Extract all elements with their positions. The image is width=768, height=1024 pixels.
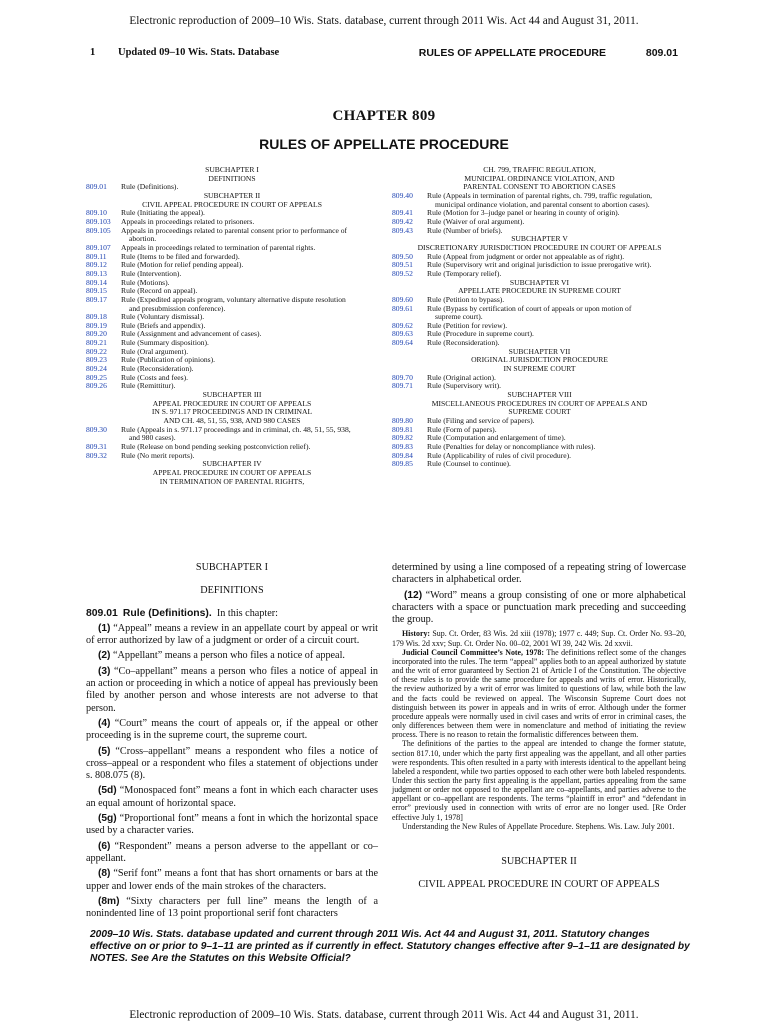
toc-subchapter-heading: SUBCHAPTER V: [511, 234, 568, 244]
body-left-column: [86, 562, 378, 920]
toc-section-link[interactable]: 809.41: [392, 208, 413, 218]
toc-entry-continuation: and 980 cases).: [129, 433, 176, 443]
toc-entry-continuation: municipal ordinance violation, and parental consent to abortion cases).: [435, 199, 650, 209]
definition-text: “Serif font” means a font that has short ornaments or bars at the upper and lower ends of the main strokes of the characters.: [86, 868, 378, 892]
definition-label: (5d): [98, 785, 117, 797]
toc-subchapter-heading: SUBCHAPTER VIII: [507, 390, 572, 400]
rule-number: 809.01: [86, 607, 118, 619]
toc-entry-title: Rule (Motion for relief pending appeal).: [121, 260, 244, 270]
toc-section-link[interactable]: 809.85: [392, 459, 413, 469]
toc-entry-title: Rule (Summary disposition).: [121, 338, 209, 348]
toc-section-link[interactable]: 809.51: [392, 260, 413, 270]
toc-subchapter-heading: SUBCHAPTER III: [202, 390, 262, 400]
toc-subchapter-heading: CH. 799, TRAFFIC REGULATION,: [483, 165, 596, 174]
toc-subchapter-heading: DISCRETIONARY JURISDICTION PROCEDURE IN COURT OF APPEALS: [417, 242, 662, 252]
toc-entry-title: Rule (Temporary relief).: [427, 268, 502, 278]
toc-section-link[interactable]: 809.71: [392, 381, 413, 391]
toc-section-link[interactable]: 809.42: [392, 216, 413, 226]
council-note-para3: Understanding the New Rules of Appellate Procedure. Stephens. Wis. Law. July 2001.: [402, 821, 675, 831]
chapter-title: RULES OF APPELLATE PROCEDURE: [259, 136, 509, 152]
section-heading-2: CIVIL APPEAL PROCEDURE IN COURT OF APPEALS: [418, 879, 660, 891]
toc-section-link[interactable]: 809.18: [86, 312, 107, 322]
definition-text: “Sixty characters per full line” means the length of a nonindented line of 13 point proportional serif font characters: [86, 895, 378, 920]
toc-entry-title: Rule (Penalties for delay or noncompliance with rules).: [427, 442, 596, 451]
toc-section-link[interactable]: 809.83: [392, 442, 413, 451]
history-label: History:: [402, 629, 431, 639]
toc-entry-title: Rule (Reconsideration).: [121, 364, 194, 374]
definition-label: (3): [98, 665, 111, 677]
toc-entry-title: Rule (No merit reports).: [121, 450, 195, 460]
toc-entry-title: Rule (Bypass by certification of court of appeals or upon motion of supreme court).: [427, 305, 687, 322]
body-right-column: [392, 562, 686, 892]
toc-subchapter-heading: APPEAL PROCEDURE IN COURT OF APPEALS: [152, 398, 312, 408]
toc-section-link[interactable]: 809.10: [86, 208, 107, 218]
toc-left-column: [86, 166, 378, 486]
council-label: Judicial Council Committee’s Note, 1978:: [402, 647, 544, 657]
running-section: 809.01: [645, 47, 678, 59]
toc-section-link[interactable]: 809.13: [86, 268, 107, 278]
toc-section-link[interactable]: 809.82: [392, 433, 413, 443]
chapter-number: CHAPTER 809: [332, 108, 436, 124]
subchapter-heading-2: SUBCHAPTER II: [501, 855, 577, 867]
toc-section-link[interactable]: 809.24: [86, 364, 107, 374]
definition-text: “Appeal” means a review in an appellate court by appeal or writ of error authorized by law of a judgment or order of a circuit court.: [86, 622, 378, 647]
toc-entry-title: Rule (Original action).: [427, 372, 496, 382]
toc-section-link[interactable]: 809.12: [86, 260, 107, 270]
toc-section-link[interactable]: 809.30: [86, 424, 107, 434]
toc-section-link[interactable]: 809.107: [86, 242, 111, 252]
definition-text: “Respondent” means a person adverse to the appellant or co–appellant.: [86, 840, 378, 864]
definition-label: (5): [98, 745, 111, 757]
rule-paragraph: [86, 608, 378, 620]
definition-label: (1): [98, 622, 111, 634]
toc-section-link[interactable]: 809.32: [86, 450, 107, 460]
toc-entry-title: Appeals in proceedings related to termination of parental rights.: [121, 242, 316, 252]
continued-definition: determined by using a line composed of a repeating string of lowercase characters in alphabetical order.: [392, 562, 686, 586]
toc-entry-title: Rule (Release on bond pending seeking postconviction relief).: [121, 442, 311, 451]
rule-intro: In this chapter:: [216, 607, 278, 619]
definition-item: [86, 785, 378, 810]
definition-text: “Co–appellant” means a person who files a notice of appeal in an action or proceeding in which a notice of appeal has previously been filed by another person and whose interests are not adverse to that person.: [86, 665, 378, 714]
toc-entry-title: Rule (Number of briefs).: [427, 225, 503, 235]
toc-section-link[interactable]: 809.103: [86, 216, 111, 226]
toc-entry-continuation: supreme court).: [435, 312, 483, 322]
definition-list: [86, 623, 378, 921]
toc-entry-title: Rule (Costs and fees).: [121, 372, 189, 382]
toc-entry-title: Rule (Definitions).: [121, 182, 179, 192]
definition-text: “Appellant” means a person who files a notice of appeal.: [110, 650, 345, 662]
toc-section-link[interactable]: 809.20: [86, 329, 107, 339]
toc-section-link[interactable]: 809.50: [392, 251, 413, 261]
toc-entry[interactable]: [86, 227, 378, 244]
definition-text: “Word” means a group consisting of one or more alphabetical characters with a space or punctuation mark preceding and succeeding the group.: [392, 589, 686, 626]
toc-entry-continuation: abortion.: [129, 234, 157, 244]
definition-label: (4): [98, 717, 111, 729]
toc-subchapter-heading: SUBCHAPTER VII: [508, 346, 571, 356]
toc-section-link[interactable]: 809.43: [392, 225, 413, 235]
definition-item: [86, 666, 378, 715]
toc-subchapter-heading: IN TERMINATION OF PARENTAL RIGHTS,: [159, 476, 305, 486]
running-header: [90, 47, 678, 61]
toc-entry-title: Rule (Record on appeal).: [121, 286, 198, 296]
reproduction-banner-top: Electronic reproduction of 2009–10 Wis. Stats. database, current through 2011 Wis. Act 44 and August 31, 2011.: [129, 15, 639, 27]
definition-label: (8m): [98, 895, 120, 907]
toc-entry-title: Rule (Appeals in s. 971.17 proceedings and in criminal, ch. 48, 51, 55, 938, and 980 cases).: [121, 426, 378, 443]
toc-entry-title: Rule (Counsel to continue).: [427, 459, 511, 469]
toc-entry-title: Rule (Appeal from judgment or order not appealable as of right).: [427, 251, 625, 261]
toc-entry-title: Rule (Supervisory writ).: [427, 381, 502, 391]
toc-entry-title: Rule (Supervisory writ and original jurisdiction to issue prerogative writ).: [427, 260, 652, 270]
definition-item: [86, 623, 378, 648]
toc-entry[interactable]: [86, 426, 378, 443]
toc-entry-title: Rule (Briefs and appendix).: [121, 320, 206, 330]
toc-subchapter-heading: SUBCHAPTER II: [203, 190, 261, 200]
toc-entry-title: Rule (Petition for review).: [427, 320, 508, 330]
definition-label: (12): [404, 589, 423, 601]
toc-section-link[interactable]: 809.17: [86, 294, 107, 304]
toc-entry-title: Rule (Publication of opinions).: [121, 355, 216, 365]
toc-section-link[interactable]: 809.22: [86, 346, 107, 356]
toc-section-link[interactable]: 809.26: [86, 381, 107, 391]
toc-subchapter-heading: IN SUPREME COURT: [503, 364, 576, 374]
currency-footnote: 2009–10 Wis. Stats. database updated and current through 2011 Wis. Act 44 and August 31, 2011. Statutory changes effective on or prior to 9–1–11 are printed as if currently in effect. Statutory changes effective after 9–1–11 are designated by NOTES. See Are the Statutes on this Website Official?: [90, 929, 690, 964]
toc-subchapter-heading: SUPREME COURT: [508, 407, 571, 417]
toc-section-link[interactable]: 809.23: [86, 355, 107, 365]
toc-entry-title: Rule (Remittitur).: [121, 381, 176, 391]
definition-item: [86, 896, 378, 921]
definition-item: [86, 813, 378, 838]
toc-section-link[interactable]: 809.63: [392, 329, 413, 339]
toc-subchapter-heading: AND CH. 48, 51, 55, 938, AND 980 CASES: [163, 416, 301, 426]
toc-subchapter-heading: APPEAL PROCEDURE IN COURT OF APPEALS: [152, 467, 312, 477]
definition-text: “Court” means the court of appeals or, if the appeal or other proceeding is in the supreme court, the supreme court.: [86, 717, 378, 742]
toc-entry-title: Rule (Motion for 3–judge panel or hearing in county of origin).: [427, 208, 620, 218]
toc-subchapter-heading: APPELLATE PROCEDURE IN SUPREME COURT: [458, 286, 621, 296]
council-note-para2: The definitions of the parties to the appeal are intended to change the former statute, section 817.10, under which the party first appealing was the appellant, and all other parties were respondents. This often resulted in a party with interests identical to the appellant being labeled a respondent, while two parties opposed to each other were both labeled respondents. Under this section the party first appealing is the appellant, parties appealing from the same judgment or order not opposed to the appellant are co–appellants, and parties adverse to the appellant or co–appellant are respondents. The terms “plaintiff in error” and “defendant in error” previously used in connection with writs of error are no longer used. [Re Order effective July 1, 1978]: [392, 739, 686, 822]
toc-entry-title: Rule (Initiating the appeal).: [121, 208, 205, 218]
council-note: [392, 648, 686, 740]
toc-entry-title: Appeals in proceedings related to prisoners.: [121, 216, 255, 226]
toc-section-link[interactable]: 809.80: [392, 416, 413, 426]
definition-label: (2): [98, 650, 111, 662]
toc-section-link[interactable]: 809.01: [86, 182, 107, 192]
toc-section-link[interactable]: 809.15: [86, 286, 107, 296]
toc-subchapter-heading: PARENTAL CONSENT TO ABORTION CASES: [463, 182, 616, 192]
toc-section-link[interactable]: 809.40: [392, 190, 413, 200]
toc-entry-title: Rule (Assignment and advancement of cases).: [121, 329, 262, 339]
definition-text: “Cross–appellant” means a respondent who files a notice of cross–appeal or a respondent who files a statement of objections under s. 808.075 (8).: [86, 745, 378, 782]
definition-label: (5g): [98, 813, 117, 825]
toc-entry-title: Rule (Filing and service of papers).: [427, 416, 535, 426]
toc-section-link[interactable]: 809.31: [86, 442, 107, 451]
toc-entry-title: Rule (Waiver of oral argument).: [427, 216, 525, 226]
toc-section-link[interactable]: 809.19: [86, 320, 107, 330]
toc-entry[interactable]: [392, 305, 687, 322]
toc-entry-title: Rule (Reconsideration).: [427, 338, 500, 348]
definition-label: (8): [98, 868, 111, 880]
definition-item: [86, 868, 378, 893]
toc-subchapter-heading: ORIGINAL JURISDICTION PROCEDURE: [471, 355, 608, 365]
history-text: Sup. Ct. Order, 83 Wis. 2d xiii (1978); 1977 c. 449; Sup. Ct. Order No. 93–20, 179 Wis. 2d xxv; Sup. Ct. Order No. 00–02, 2001 WI 39, 242 Wis. 2d xxvii.: [392, 629, 686, 648]
toc-entry-title: Rule (Voluntary dismissal).: [121, 312, 205, 322]
toc-subchapter-heading: SUBCHAPTER I: [205, 165, 259, 174]
definition-label: (6): [98, 840, 111, 852]
toc-section-link[interactable]: 809.70: [392, 372, 413, 382]
rule-title: Rule (Definitions).: [122, 607, 212, 619]
toc-entry-title: Rule (Motions).: [121, 277, 170, 287]
toc-section-link[interactable]: 809.61: [392, 303, 413, 313]
toc-entry-title: Rule (Intervention).: [121, 268, 182, 278]
toc-subchapter-heading: MISCELLANEOUS PROCEDURES IN COURT OF APPEALS AND: [431, 398, 648, 408]
definition-item: [86, 718, 378, 743]
toc-entry-title: Rule (Computation and enlargement of time).: [427, 433, 566, 443]
definition-text: “Monospaced font” means a font in which each character uses an equal amount of horizontal space.: [86, 785, 378, 809]
definition-text: “Proportional font” means a font in which the horizontal space used by a character varies.: [86, 813, 378, 837]
toc-entry-title: Rule (Procedure in supreme court).: [427, 329, 534, 339]
toc-entry-title: Rule (Petition to bypass).: [427, 294, 505, 304]
toc-section-link[interactable]: 809.84: [392, 450, 413, 460]
updated-label: Updated 09–10 Wis. Stats. Database: [118, 47, 280, 58]
toc-entry-title: Rule (Expedited appeals program, voluntary alternative dispute resolution and presubmission conference).: [121, 296, 378, 313]
toc-subchapter-heading: CIVIL APPEAL PROCEDURE IN COURT OF APPEALS: [142, 199, 322, 209]
toc-section-link[interactable]: 809.25: [86, 372, 107, 382]
toc-section-link[interactable]: 809.81: [392, 424, 413, 434]
definition-item: [86, 650, 378, 662]
toc-entry-title: Rule (Oral argument).: [121, 346, 189, 356]
section-heading: DEFINITIONS: [200, 585, 264, 597]
toc-entry-title: Rule (Applicability of rules of civil procedure).: [427, 450, 572, 460]
toc-entry-title: Appeals in proceedings related to parental consent prior to performance of abortion.: [121, 227, 378, 244]
toc-section-link[interactable]: 809.14: [86, 277, 107, 287]
toc-section-link[interactable]: 809.52: [392, 268, 413, 278]
toc-subchapter-heading: IN S. 971.17 PROCEEDINGS AND IN CRIMINAL: [151, 407, 313, 417]
toc-entry[interactable]: [86, 296, 378, 313]
toc-entry[interactable]: [392, 192, 687, 209]
page-number: 1: [90, 47, 96, 58]
council-text: The definitions reflect some of the changes incorporated into the rules. The term “appeal” applies both to an appeal authorized by statute and the writ of error guaranteed by Section 21 of Article I of the Constitution. The objective of these rules is to provide the same procedure for appeals and writs of error. Historically, the review authorized by a writ of error was limited to questions of law, while both the law and the facts could be reviewed on appeal. The Wisconsin Supreme Court does not distinguish between its power in appeals and in writs of error. Although under the former procedure appeals were normally used in civil cases and writs of error in criminal cases, the only differences between them were in nomenclature and method of initiating the review process. There is no reason to retain the formalistic differences between them.: [392, 647, 686, 740]
toc-subchapter-heading: SUBCHAPTER VI: [509, 277, 570, 287]
toc-entry-continuation: and presubmission conference).: [129, 303, 226, 313]
toc-subchapter-heading: DEFINITIONS: [208, 173, 256, 183]
toc-entry-title: Rule (Appeals in termination of parental rights, ch. 799, traffic regulation, municipal ordinance violation, and parental consent to abortion cases).: [427, 192, 687, 209]
toc-section-link[interactable]: 809.62: [392, 320, 413, 330]
running-title: RULES OF APPELLATE PROCEDURE: [418, 47, 606, 59]
history-note: [392, 629, 686, 647]
subchapter-heading: SUBCHAPTER I: [195, 562, 269, 573]
toc-section-link[interactable]: 809.64: [392, 338, 413, 348]
toc-section-link[interactable]: 809.21: [86, 338, 107, 348]
definition-item: [86, 746, 378, 783]
toc-subchapter-heading: MUNICIPAL ORDINANCE VIOLATION, AND: [464, 173, 615, 183]
toc-section-link[interactable]: 809.60: [392, 294, 413, 304]
definition-item: [392, 590, 686, 627]
reproduction-banner-bottom: Electronic reproduction of 2009–10 Wis. Stats. database, current through 2011 Wis. Act 44 and August 31, 2011.: [129, 1009, 639, 1021]
toc-section-link[interactable]: 809.105: [86, 225, 111, 235]
toc-entry-title: Rule (Items to be filed and forwarded).: [121, 251, 240, 261]
toc-right-column: [392, 166, 687, 469]
definition-item: [86, 841, 378, 866]
toc-subchapter-heading: SUBCHAPTER IV: [202, 459, 262, 469]
toc-entry-title: Rule (Form of papers).: [427, 424, 497, 434]
toc-entry[interactable]: [392, 460, 687, 469]
toc-section-link[interactable]: 809.11: [86, 251, 107, 261]
